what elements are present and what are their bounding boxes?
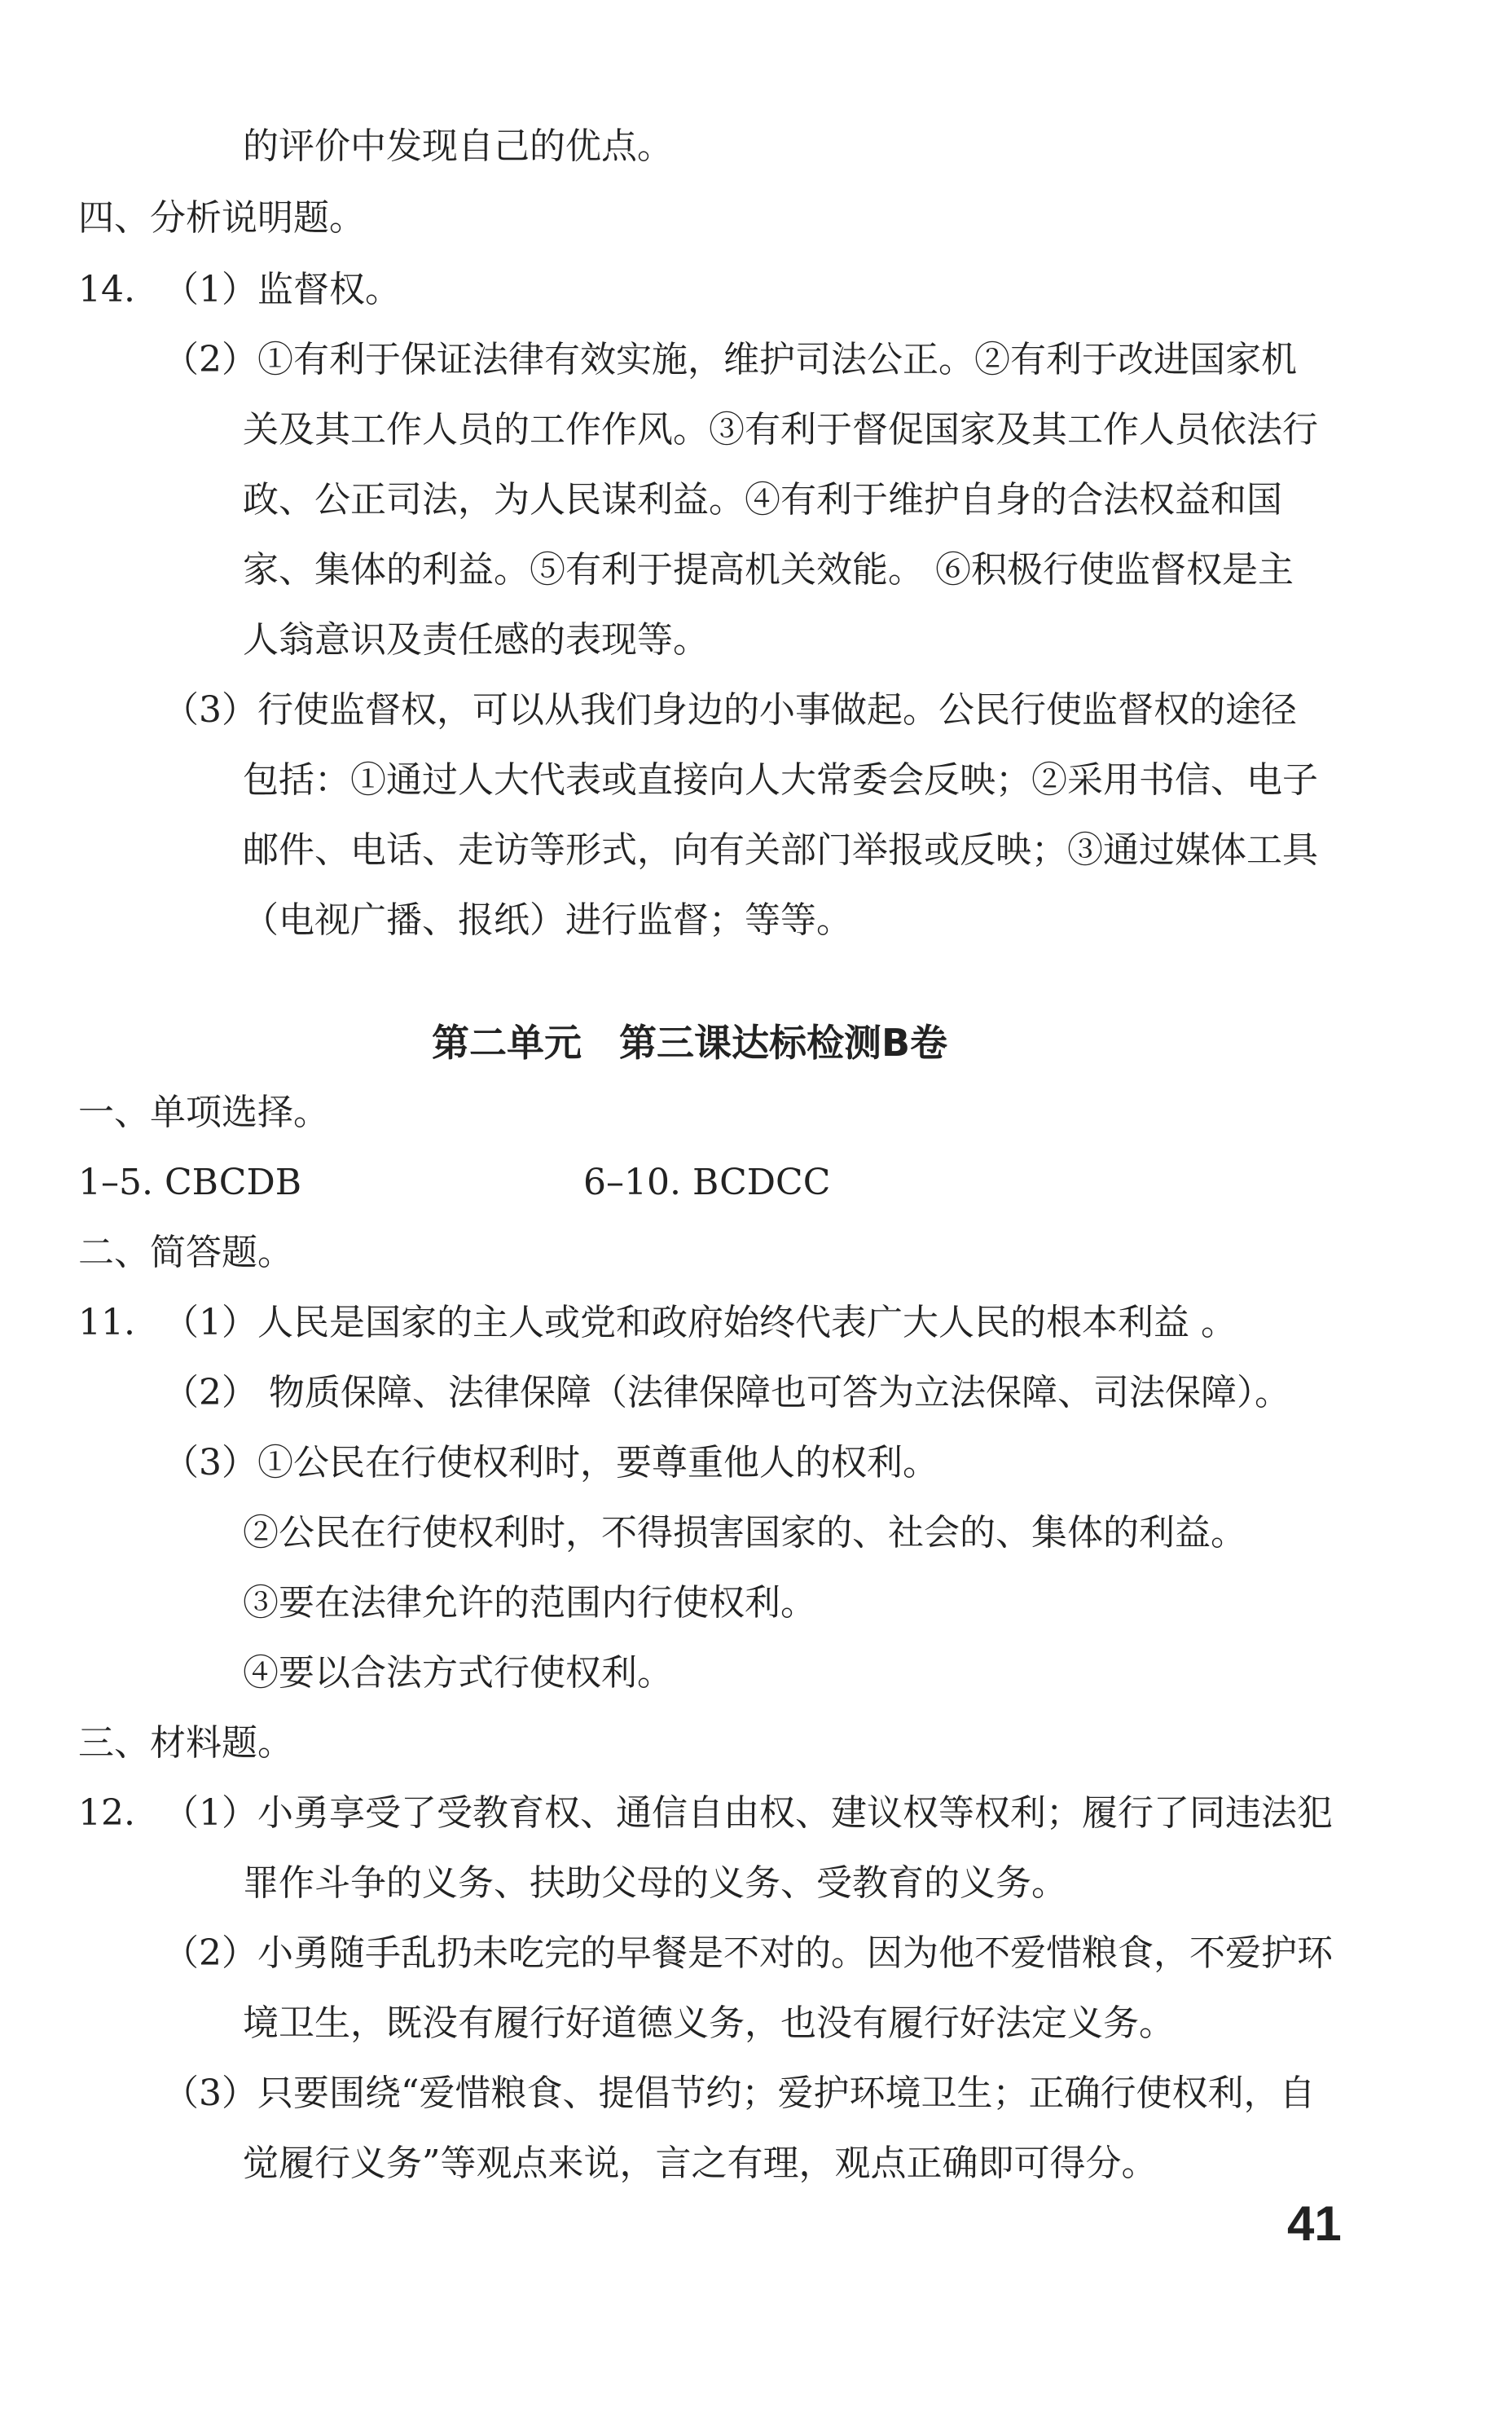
answer-line: 觉履行义务”等观点来说，言之有理，观点正确即可得分。 <box>243 2143 1158 2184</box>
answer-line: （3）①公民在行使权利时，要尊重他人的权利。 <box>163 1442 938 1483</box>
answer-line: （3）只要围绕“爱惜粮食、提倡节约；爱护环境卫生；正确行使权利，自 <box>163 2072 1316 2114</box>
answer-line: ②公民在行使权利时，不得损害国家的、社会的、集体的利益。 <box>243 1512 1246 1554</box>
answer-line: 家、集体的利益。⑤有利于提高机关效能。 ⑥积极行使监督权是主 <box>243 549 1294 591</box>
page-number: 41 <box>1287 2196 1342 2251</box>
question-number: 12. <box>78 1792 135 1834</box>
section-title: 第二单元 第三课达标检测B卷 <box>432 1021 948 1065</box>
answer-line: 6–10. BCDCC <box>583 1162 831 1203</box>
answer-line: （3）行使监督权，可以从我们身边的小事做起。公民行使监督权的途径 <box>163 689 1297 731</box>
answer-line: ④要以合法方式行使权利。 <box>243 1652 673 1694</box>
section-heading: 三、材料题。 <box>78 1722 293 1764</box>
answer-line: 包括：①通过人大代表或直接向人大常委会反映；②采用书信、电子 <box>243 759 1318 801</box>
section-heading: 四、分析说明题。 <box>78 197 365 239</box>
answer-line: 罪作斗争的义务、扶助父母的义务、受教育的义务。 <box>243 1862 1067 1904</box>
question-number: 14. <box>78 269 135 310</box>
section-heading: 二、简答题。 <box>78 1232 293 1273</box>
answer-line: 邮件、电话、走访等形式，向有关部门举报或反映；③通过媒体工具 <box>243 829 1318 871</box>
text-line: 的评价中发现自己的优点。 <box>243 125 673 167</box>
answer-line: 关及其工作人员的工作作风。③有利于督促国家及其工作人员依法行 <box>243 409 1318 451</box>
answer-line: 政、公正司法，为人民谋利益。④有利于维护自身的合法权益和国 <box>243 479 1282 521</box>
answer-line: （电视广播、报纸）进行监督；等等。 <box>243 899 852 941</box>
answer-line: （1）小勇享受了受教育权、通信自由权、建议权等权利；履行了同违法犯 <box>163 1792 1333 1834</box>
answer-line: （2）①有利于保证法律有效实施，维护司法公正。②有利于改进国家机 <box>163 339 1297 380</box>
section-heading: 一、单项选择。 <box>78 1092 329 1133</box>
answer-line: （2）小勇随手乱扔未吃完的早餐是不对的。因为他不爱惜粮食，不爱护环 <box>163 1932 1333 1974</box>
question-number: 11. <box>78 1302 135 1343</box>
answer-line: 1–5. CBCDB <box>78 1162 302 1203</box>
answer-line: （2） 物质保障、法律保障（法律保障也可答为立法保障、司法保障）。 <box>163 1372 1290 1413</box>
answer-line: 境卫生，既没有履行好道德义务，也没有履行好法定义务。 <box>243 2002 1175 2044</box>
answer-line: （1）监督权。 <box>163 269 401 310</box>
answer-line: ③要在法律允许的范围内行使权利。 <box>243 1582 816 1624</box>
answer-line: （1）人民是国家的主人或党和政府始终代表广大人民的根本利益 。 <box>163 1302 1237 1343</box>
answer-line: 人翁意识及责任感的表现等。 <box>243 619 709 661</box>
